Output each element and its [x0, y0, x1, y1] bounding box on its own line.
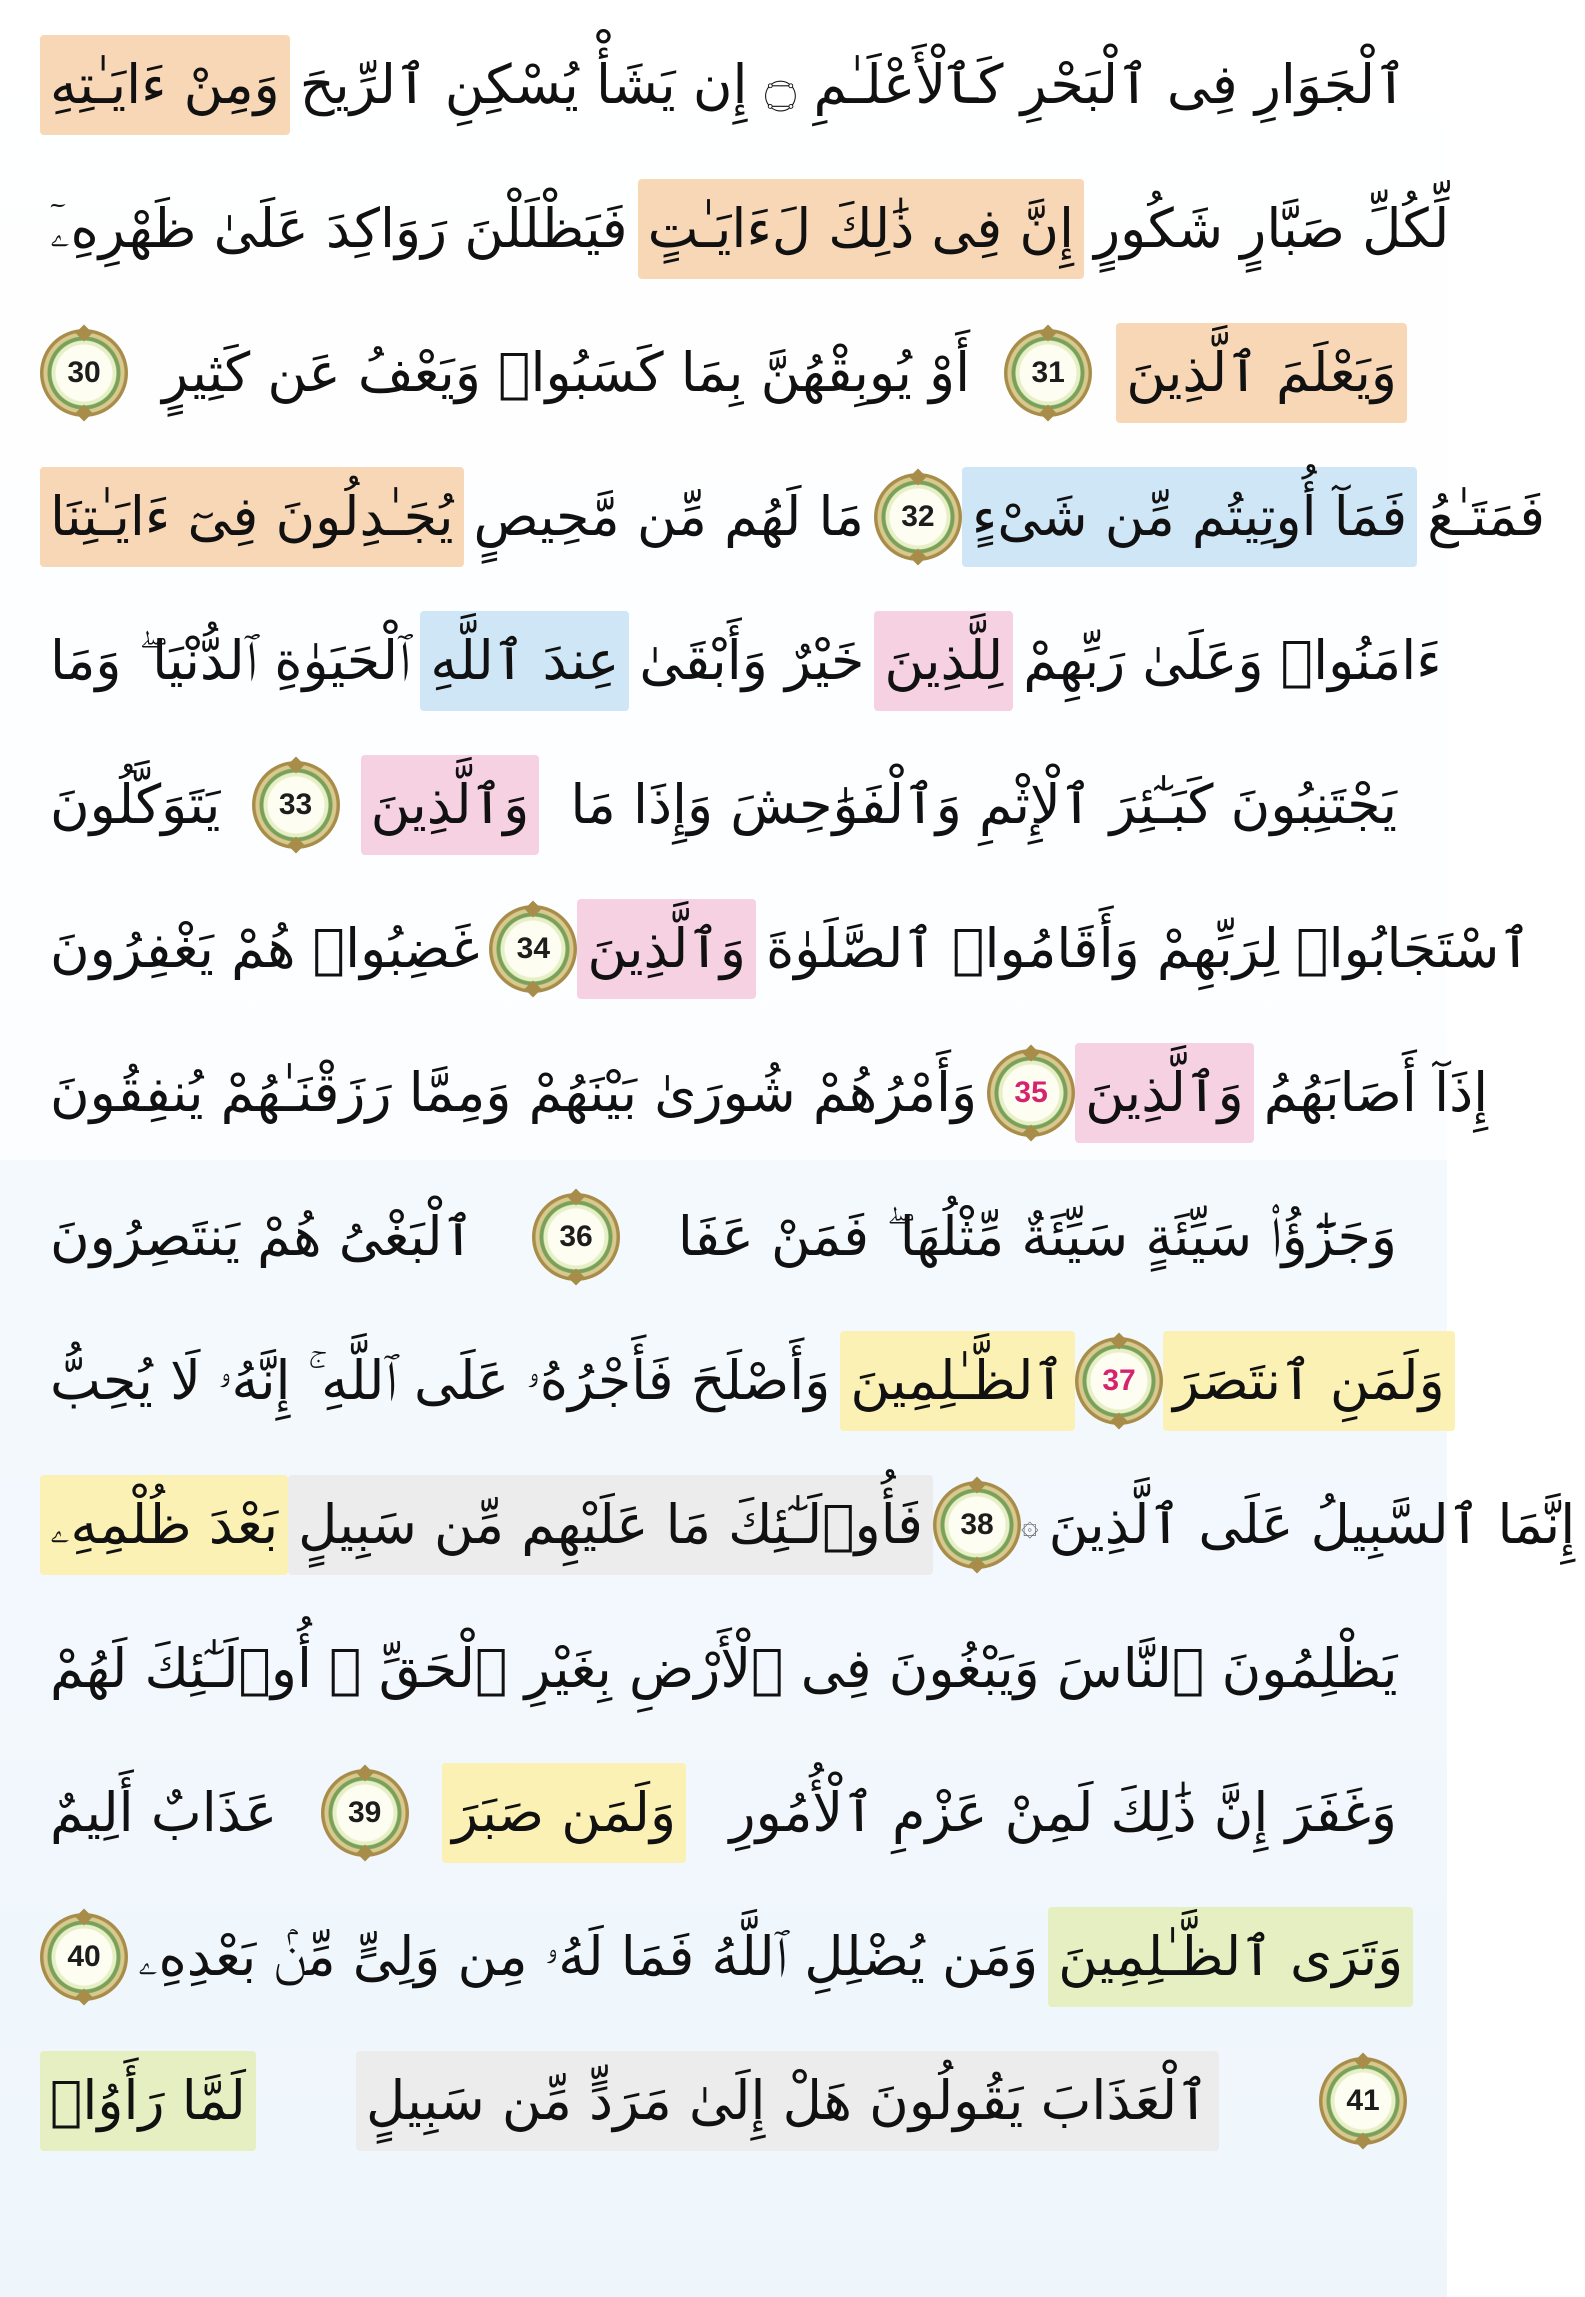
highlighted-verse-text: إِنَّ فِى ذَٰلِكَ لَءَايَـٰتٍ: [638, 179, 1085, 279]
verse-text: ءَامَنُوا۟ وَعَلَىٰ رَبِّهِمْ: [1023, 629, 1442, 692]
highlighted-verse-text: فَأُو۟لَـٰٓئِكَ مَا عَلَيْهِم مِّن سَبِيلٍ: [288, 1475, 933, 1575]
verse-line: [40, 2036, 1407, 2166]
verse-text: يَتَوَكَّلُونَ: [50, 773, 221, 836]
ayah-marker-icon: [252, 761, 340, 849]
verse-line: [40, 1892, 1407, 2022]
verse-line: [40, 740, 1407, 870]
ayah-marker-icon: [40, 329, 128, 417]
verse-text: خَيْرٌ وَأَبْقَىٰ: [639, 629, 865, 692]
ayah-number: 31: [1031, 356, 1065, 389]
ayah-number: 37: [1102, 1364, 1136, 1397]
verse-text: مَا لَهُم مِّن مَّحِيصٍ: [473, 485, 864, 548]
ayah-marker-icon: [489, 905, 577, 993]
verse-text: وَأَمْرُهُمْ شُورَىٰ بَيْنَهُمْ وَمِمَّا رَزَقْنَـٰهُمْ يُنفِقُونَ: [50, 1061, 978, 1124]
ayah-marker-icon: [933, 1481, 1021, 1569]
ayah-number: 38: [960, 1508, 994, 1541]
ayah-number: 32: [901, 500, 935, 533]
ayah-marker-icon: [1075, 1337, 1163, 1425]
verse-line: [40, 452, 1546, 582]
verse-line: [40, 884, 1531, 1014]
verse-line: [40, 308, 1407, 438]
highlighted-verse-text: بَعْدَ ظُلْمِهِۦ: [40, 1475, 288, 1575]
verse-text: يَجْتَنِبُونَ كَبَـٰٓئِرَ ٱلْإِثْمِ وَٱلْفَوَٰحِشَ وَإِذَا مَا: [570, 773, 1397, 836]
ayah-marker-icon: [40, 1913, 128, 2001]
highlighted-verse-text: وَيَعْلَمَ ٱلَّذِينَ: [1116, 323, 1407, 423]
verse-line: [40, 1028, 1489, 1158]
verse-line: [40, 1748, 1407, 1878]
verse-text: أَوْ يُوبِقْهُنَّ بِمَا كَسَبُوا۟ وَيَعْفُ عَن كَثِيرٍ: [162, 341, 971, 404]
verse-line: [40, 164, 1450, 294]
ayah-marker-icon: [874, 473, 962, 561]
ayah-marker-icon: [1319, 2057, 1407, 2145]
ayah-number: 33: [278, 788, 313, 821]
highlighted-verse-text: لَمَّا رَأَوُا۟: [40, 2051, 256, 2151]
highlighted-verse-text: وَٱلَّذِينَ: [361, 755, 540, 855]
verse-text: فَيَظْلَلْنَ رَوَاكِدَ عَلَىٰ ظَهْرِهِۦٓ: [50, 197, 628, 260]
verse-text: إِذَآ أَصَابَهُمُ: [1263, 1061, 1489, 1124]
ayah-marker-icon: [532, 1193, 620, 1281]
verse-text: لِّكُلِّ صَبَّارٍ شَكُورٍ: [1094, 197, 1450, 260]
verse-text: ٱسْتَجَابُوا۟ لِرَبِّهِمْ وَأَقَامُوا۟ ٱلصَّلَوٰةَ: [766, 917, 1531, 980]
verse-text: فَمَتَـٰعُ: [1427, 485, 1546, 548]
verse-text: ٱلْحَيَوٰةِ ٱلدُّنْيَا ۖ وَمَا: [50, 629, 411, 692]
highlighted-verse-text: عِندَ ٱللَّهِ: [420, 611, 629, 711]
verse-text: إِنَّمَا ٱلسَّبِيلُ عَلَى ٱلَّذِينَ: [1048, 1493, 1576, 1556]
ayah-number: 40: [67, 1940, 101, 1973]
verse-line: [40, 1604, 1407, 1734]
ayah-marker-icon: [987, 1049, 1075, 1137]
highlighted-verse-text: وَٱلَّذِينَ: [1075, 1043, 1254, 1143]
verse-text: عَذَابٌ أَلِيمٌ: [50, 1781, 278, 1844]
highlighted-verse-text: يُجَـٰدِلُونَ فِىٓ ءَايَـٰتِنَا: [40, 467, 464, 567]
ayah-marker-icon: [1004, 329, 1092, 417]
verse-text: ٱلْبَغْىُ هُمْ يَنتَصِرُونَ: [50, 1205, 475, 1268]
verse-text: وَمَن يُضْلِلِ ٱللَّهُ فَمَا لَهُۥ مِن وَلِىٍّ مِّنۢ بَعْدِهِۦ: [138, 1925, 1039, 1988]
ayah-number: 36: [559, 1220, 593, 1253]
highlighted-verse-text: وَٱلَّذِينَ: [577, 899, 756, 999]
verse-line: [40, 1460, 1576, 1590]
verse-line: [40, 596, 1442, 726]
highlighted-verse-text: ٱلظَّـٰلِمِينَ: [840, 1331, 1075, 1431]
verse-text: ٱلْجَوَارِ فِى ٱلْبَحْرِ كَٱلْأَعْلَـٰمِ ۝ إِن يَشَأْ يُسْكِنِ ٱلرِّيحَ: [299, 53, 1407, 116]
verse-line: [40, 20, 1407, 150]
highlighted-verse-text: فَمَآ أُوتِيتُم مِّن شَىْءٍ: [962, 467, 1417, 567]
verse-line: [40, 1316, 1445, 1446]
ayah-number: 35: [1014, 1076, 1048, 1109]
ayah-number: 39: [348, 1796, 382, 1829]
highlighted-verse-text: لِلَّذِينَ: [874, 611, 1013, 711]
verse-text: وَجَزَٰٓؤُا۟ سَيِّئَةٍ سَيِّئَةٌ مِّثْلُهَا ۖ فَمَنْ عَفَا: [677, 1205, 1397, 1268]
verse-text: يَظْلِمُونَ ٱلنَّاسَ وَيَبْغُونَ فِى ٱلْأَرْضِ بِغَيْرِ ٱلْحَقِّ ۚ أُو۟لَـٰٓئِكَ لَهُمْ: [50, 1637, 1398, 1700]
verse-text: وَأَصْلَحَ فَأَجْرُهُۥ عَلَى ٱللَّهِ ۚ إِنَّهُۥ لَا يُحِبُّ: [50, 1349, 831, 1412]
ayah-number: 34: [516, 932, 551, 965]
highlighted-verse-text: وَلَمَن صَبَرَ: [442, 1763, 686, 1863]
verse-text: غَضِبُوا۟ هُمْ يَغْفِرُونَ: [50, 917, 480, 980]
highlighted-verse-text: وَمِنْ ءَايَـٰتِهِ: [40, 35, 290, 135]
ayah-number: 41: [1346, 2084, 1380, 2117]
verse-text: وَغَفَرَ إِنَّ ذَٰلِكَ لَمِنْ عَزْمِ ٱلْأُمُورِ: [729, 1781, 1397, 1844]
highlighted-verse-text: وَلَمَنِ ٱنتَصَرَ: [1163, 1331, 1455, 1431]
highlighted-verse-text: وَتَرَى ٱلظَّـٰلِمِينَ: [1048, 1907, 1413, 2007]
rub-el-hizb-icon: ۞: [1021, 1507, 1039, 1543]
ayah-marker-icon: [321, 1769, 409, 1857]
highlighted-verse-text: ٱلْعَذَابَ يَقُولُونَ هَلْ إِلَىٰ مَرَدٍّ مِّن سَبِيلٍ: [356, 2051, 1219, 2151]
verse-line: [40, 1172, 1407, 1302]
ayah-number: 30: [67, 356, 101, 389]
